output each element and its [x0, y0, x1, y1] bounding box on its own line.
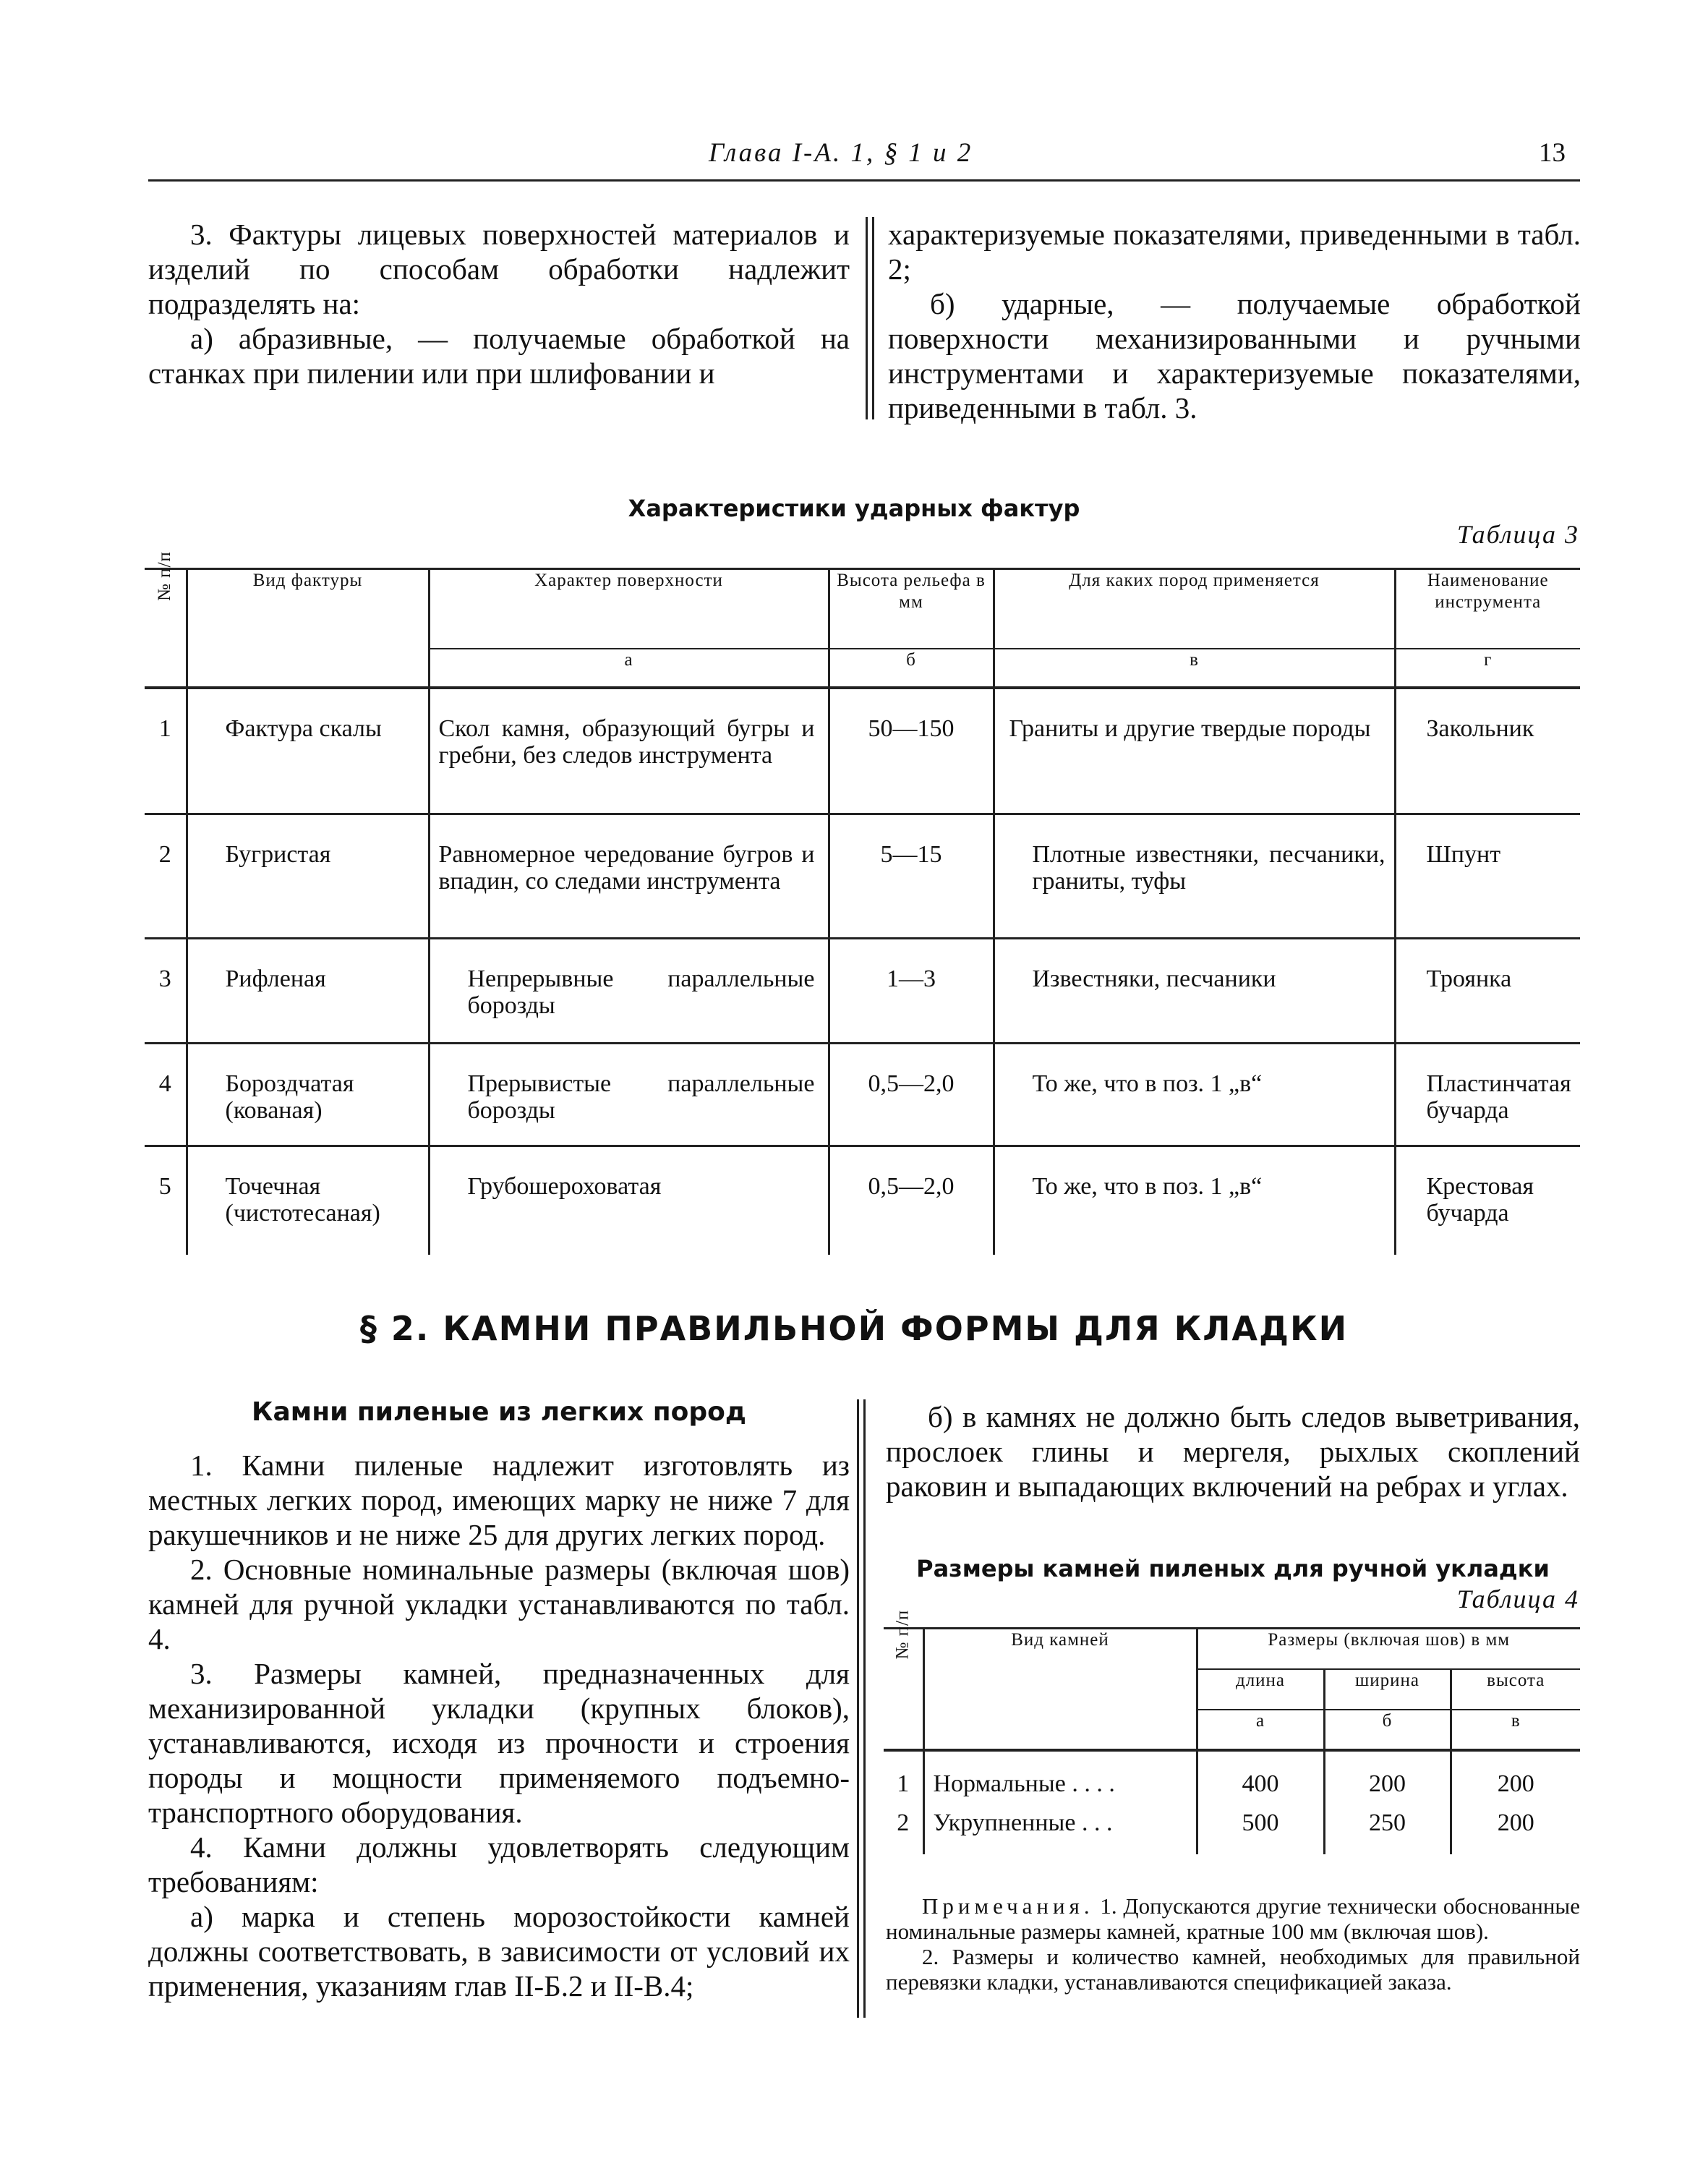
paragraph: 2. Основные номинальные размеры (включая шов) камней для ручной укладки устанавливаются по табл. 4.: [148, 1553, 850, 1655]
header-rule: [148, 179, 1580, 182]
header-sub-a: а: [429, 649, 829, 688]
note-1: [886, 1893, 1580, 1944]
row-tool: Шпунт: [1395, 814, 1580, 939]
table-row: [145, 1146, 1580, 1255]
table3-label: Таблица 3: [1456, 520, 1579, 549]
row-num: 2: [145, 814, 187, 939]
note-2: 2. Размеры и количество камней, необходимых для правильной перевязки кладки, устанавливаются спецификацией заказа.: [886, 1944, 1580, 1995]
running-head: Глава I-А. 1, § 1 и 2: [709, 138, 973, 168]
row-surface: Непрерывные параллельные борозды: [429, 939, 829, 1044]
row-tool: Троянка: [1395, 939, 1580, 1044]
row-width: 200: [1324, 1750, 1451, 1801]
table4-label: Таблица 4: [1456, 1585, 1579, 1613]
table4-caption: Размеры камней пиленых для ручной укладки: [916, 1555, 1550, 1582]
row-type: Укрупненные . . .: [923, 1801, 1197, 1854]
row-tool: Пластинчатая бучарда: [1395, 1044, 1580, 1146]
column-divider: [857, 1399, 859, 2018]
header-length: длина: [1197, 1669, 1324, 1710]
row-rocks: То же, что в поз. 1 „в“: [994, 1146, 1395, 1255]
header-type: Вид камней: [923, 1629, 1197, 1750]
table3-caption: Характеристики ударных фактур: [628, 495, 1080, 522]
header-sub-b: б: [829, 649, 994, 688]
row-relief: 0,5—2,0: [829, 1044, 994, 1146]
row-rocks: Плотные известняки, песчаники, граниты, туфы: [994, 814, 1395, 939]
header-width: ширина: [1324, 1669, 1451, 1710]
header-num: № п/п: [155, 551, 174, 601]
row-type: Точечная (чистотесаная): [187, 1146, 429, 1255]
paragraph: б) ударные, — получаемые обработкой поверхности механизированными и ручными инструментами и характеризуемые показателями, приведенными в табл. 3.: [888, 287, 1581, 425]
paragraph: а) абразивные, — получаемые обработкой на станках при пилении или при шлифовании и: [148, 322, 850, 390]
section-title: § 2. КАМНИ ПРАВИЛЬНОЙ ФОРМЫ ДЛЯ КЛАДКИ: [359, 1309, 1349, 1348]
table3: [145, 551, 1580, 1255]
header-sub-v: в: [1451, 1710, 1580, 1750]
column-divider: [866, 217, 868, 419]
paragraph: а) марка и степень морозостойкости камней должны соответствовать, в зависимости от условий их применения, указаниям глав II-Б.2 и II-В.4;: [148, 1900, 850, 2003]
header-sub-b: б: [1324, 1710, 1451, 1750]
section2-right-column: [886, 1399, 1580, 1504]
notes-word: Примечания.: [922, 1893, 1094, 1919]
row-surface: Прерывистые параллельные борозды: [429, 1044, 829, 1146]
note-1-text: 1. Допускаются другие технически обоснованные номинальные размеры камней, кратные 100 мм (включая шов).: [886, 1893, 1580, 1944]
section-subtitle: Камни пиленые из легких пород: [252, 1397, 746, 1427]
table4-notes: [886, 1893, 1580, 1995]
row-type: Бугристая: [187, 814, 429, 939]
row-type: Бороздчатая (кованая): [187, 1044, 429, 1146]
column-divider: [872, 217, 874, 419]
row-surface: Равномерное чередование бугров и впадин, со следами инструмента: [429, 814, 829, 939]
row-num: 1: [145, 688, 187, 814]
column-divider: [863, 1399, 866, 2018]
header-type: Вид фактуры: [187, 569, 429, 688]
header-sub-g: г: [1395, 649, 1580, 688]
row-relief: 5—15: [829, 814, 994, 939]
row-tool: Крестовая бучарда: [1426, 1173, 1534, 1227]
header-relief: Высота рельефа в мм: [829, 569, 994, 649]
header-tool: Наименование инструмента: [1395, 569, 1580, 649]
row-height: 200: [1497, 1809, 1534, 1836]
row-relief: 50—150: [829, 688, 994, 814]
table4: [884, 1609, 1580, 1854]
header-sizes: Размеры (включая шов) в мм: [1197, 1629, 1580, 1669]
header-sub-v: в: [994, 649, 1395, 688]
paragraph: 3. Размеры камней, предназначенных для механизированной укладки (крупных блоков), устанавливаются, исходя из прочности и строения породы и мощности применяемого подъемно-транспортного оборудования.: [148, 1657, 850, 1829]
intro-right-column: [888, 217, 1581, 425]
header-num: № п/п: [892, 1609, 913, 1660]
intro-left-column: [148, 217, 850, 391]
row-length: 500: [1197, 1801, 1324, 1854]
paragraph: характеризуемые показателями, приведенными в табл. 2;: [888, 218, 1581, 286]
row-width: 250: [1324, 1801, 1451, 1854]
row-num: 2: [884, 1801, 923, 1854]
section2-left-column: [148, 1448, 850, 2003]
header-sub-a: а: [1197, 1710, 1324, 1750]
header-height: высота: [1451, 1669, 1580, 1710]
row-num: 1: [884, 1750, 923, 1801]
row-type: Нормальные . . . .: [923, 1750, 1197, 1801]
table-row: [145, 1044, 1580, 1146]
row-num: 5: [145, 1146, 187, 1255]
row-rocks: Известняки, песчаники: [994, 939, 1395, 1044]
row-rocks: То же, что в поз. 1 „в“: [994, 1044, 1395, 1146]
paragraph: 1. Камни пиленые надлежит изготовлять из местных легких пород, имеющих марку не ниже 7 для ракушечников и не ниже 25 для других легких пород.: [148, 1449, 850, 1551]
row-surface: Грубошероховатая: [429, 1146, 829, 1255]
row-type: Рифленая: [187, 939, 429, 1044]
header-num-cell: [145, 551, 187, 688]
row-rocks: Граниты и другие твердые породы: [994, 688, 1395, 814]
row-height: 200: [1497, 1770, 1534, 1797]
row-length: 400: [1197, 1750, 1324, 1801]
page-number: 13: [1539, 138, 1566, 168]
table-row: [884, 1750, 1580, 1801]
table-row: [145, 939, 1580, 1044]
paragraph: 4. Камни должны удовлетворять следующим требованиям:: [148, 1830, 850, 1898]
table-row: [884, 1801, 1580, 1854]
row-relief: 0,5—2,0: [829, 1146, 994, 1255]
row-type: Фактура скалы: [187, 688, 429, 814]
header-rocks: Для каких пород применяется: [994, 569, 1395, 649]
table-row: [145, 688, 1580, 814]
paragraph: б) в камнях не должно быть следов выветривания, прослоек глины и мергеля, рыхлых скоплений раковин и выпадающих включений на ребрах и углах.: [886, 1400, 1580, 1503]
row-num: 3: [145, 939, 187, 1044]
paragraph: 3. Фактуры лицевых поверхностей материалов и изделий по способам обработки надлежит подразделять на:: [148, 218, 850, 320]
header-surface: Характер поверхности: [429, 569, 829, 649]
table-row: [145, 814, 1580, 939]
row-surface: Скол камня, образующий бугры и гребни, без следов инструмента: [429, 688, 829, 814]
header-num-cell: [884, 1609, 923, 1750]
row-relief: 1—3: [829, 939, 994, 1044]
row-num: 4: [145, 1044, 187, 1146]
row-tool: Закольник: [1395, 688, 1580, 814]
